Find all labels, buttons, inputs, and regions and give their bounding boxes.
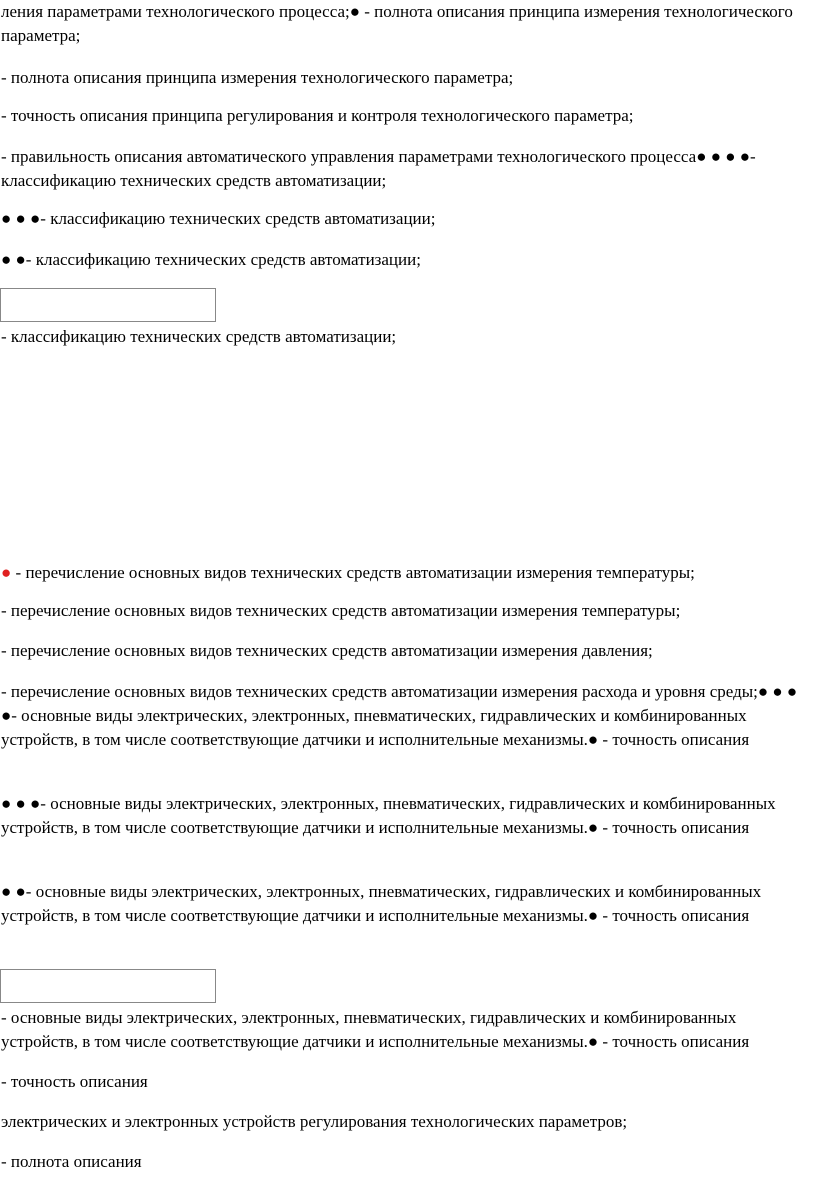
- paragraph-10: - перечисление основных видов технических средств автоматизации измерения давления;: [1, 641, 653, 660]
- paragraph-4: - правильность описания автоматического управления параметрами технологического процесса● ● ● ●- классификацию технических средств автоматизации;: [1, 147, 756, 190]
- paragraph-14: - основные виды электрических, электронных, пневматических, гидравлических и комбинированных устройств, в том числе соответствующие датчики и исполнительные механизмы.● - точность описания: [1, 1008, 750, 1051]
- paragraph-9: - перечисление основных видов технических средств автоматизации измерения температуры;: [1, 601, 681, 620]
- paragraph-12: ● ● ●- основные виды электрических, электронных, пневматических, гидравлических и комбинированных устройств, в том числе соответствующие датчики и исполнительные механизмы.● - точность описания: [1, 794, 776, 837]
- paragraph-15: - точность описания: [1, 1072, 148, 1091]
- paragraph-8-text: - перечисление основных видов технических средств автоматизации измерения температуры;: [11, 563, 695, 582]
- paragraph-17: - полнота описания: [1, 1152, 142, 1171]
- empty-answer-box-2: [0, 969, 216, 1003]
- paragraph-3: - точность описания принципа регулирования и контроля технологического параметра;: [1, 106, 634, 125]
- paragraph-13: ● ●- основные виды электрических, электронных, пневматических, гидравлических и комбинированных устройств, в том числе соответствующие датчики и исполнительные механизмы.● - точность описания: [1, 882, 762, 925]
- paragraph-8: [1, 561, 813, 585]
- paragraph-7: - классификацию технических средств автоматизации;: [1, 327, 397, 346]
- paragraph-6: ● ●- классификацию технических средств автоматизации;: [1, 250, 421, 269]
- paragraph-1: ления параметрами технологического процесса;● - полнота описания принципа измерения технологического параметра;: [1, 2, 793, 45]
- paragraph-2: - полнота описания принципа измерения технологического параметра;: [1, 68, 514, 87]
- paragraph-16: электрических и электронных устройств регулирования технологических параметров;: [1, 1112, 628, 1131]
- empty-answer-box-1: [0, 288, 216, 322]
- paragraph-5: ● ● ●- классификацию технических средств автоматизации;: [1, 209, 436, 228]
- paragraph-11: - перечисление основных видов технических средств автоматизации измерения расхода и уровня среды;● ● ● ●- основные виды электрических, электронных, пневматических, гидравлических и комбинированных устройств, в том числе соответствующие датчики и исполнительные механизмы.● - точность описания: [1, 682, 798, 749]
- red-bullet-icon: ●: [1, 563, 12, 582]
